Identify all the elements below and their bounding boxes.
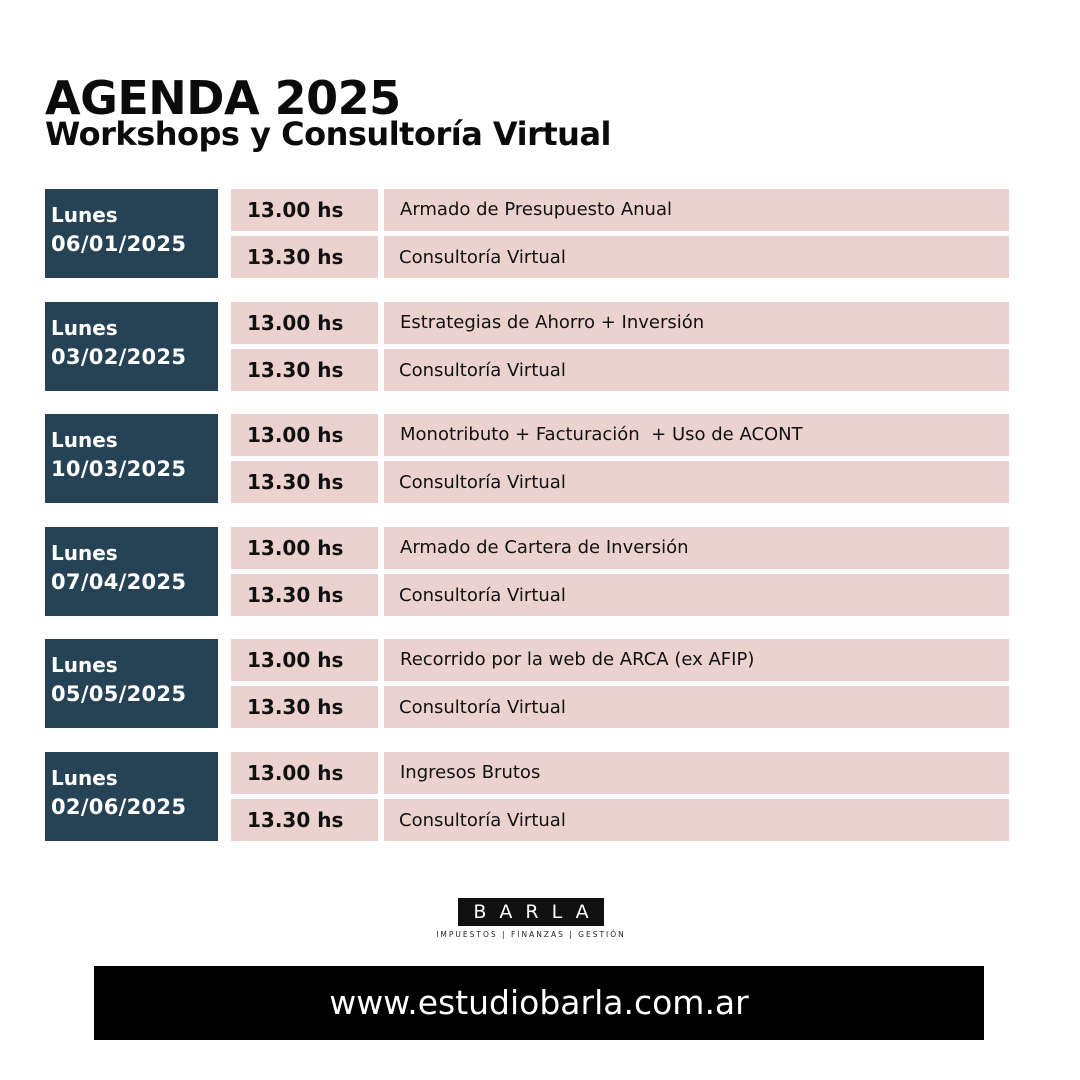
date-label: 06/01/2025 (51, 232, 187, 256)
day-block (45, 527, 1009, 617)
weekday-label: Lunes (51, 203, 118, 227)
session-row (231, 189, 1009, 231)
date-box (45, 302, 218, 391)
day-block (45, 752, 1009, 842)
weekday-label: Lunes (51, 765, 118, 790)
session-row (231, 461, 1009, 503)
brand-tagline: IMPUESTOS | FINANZAS | GESTIÓN (436, 930, 626, 939)
date-box (45, 639, 218, 728)
session-title: Consultoría Virtual (384, 686, 1009, 728)
session-row (231, 639, 1009, 681)
session-row (231, 799, 1009, 841)
session-title: Consultoría Virtual (384, 799, 1009, 841)
date-box (45, 527, 218, 616)
day-block (45, 302, 1009, 392)
session-row (231, 752, 1009, 794)
session-title: Consultoría Virtual (384, 461, 1009, 503)
session-row (231, 236, 1009, 278)
session-row (231, 302, 1009, 344)
day-block (45, 189, 1009, 279)
session-row (231, 349, 1009, 391)
weekday-label: Lunes (51, 428, 118, 453)
date-label: 02/06/2025 (51, 794, 187, 819)
session-time: 13.00 hs (231, 752, 378, 794)
session-title: Consultoría Virtual (384, 574, 1009, 616)
session-time: 13.00 hs (231, 189, 378, 231)
date-box (45, 189, 218, 278)
date-label: 07/04/2025 (51, 569, 187, 594)
session-time: 13.30 hs (231, 236, 378, 278)
date-label: 10/03/2025 (51, 457, 187, 482)
date-label: 05/05/2025 (51, 682, 187, 707)
session-title: Ingresos Brutos (384, 752, 1009, 794)
weekday-label: Lunes (51, 653, 118, 678)
session-title: Consultoría Virtual (384, 349, 1009, 391)
weekday-label: Lunes (51, 315, 118, 340)
session-time: 13.30 hs (231, 574, 378, 616)
brand-logo: BARLA (458, 898, 604, 926)
session-row (231, 574, 1009, 616)
session-time: 13.30 hs (231, 349, 378, 391)
session-row (231, 527, 1009, 569)
session-time: 13.00 hs (231, 527, 378, 569)
session-time: 13.30 hs (231, 686, 378, 728)
session-title: Consultoría Virtual (384, 236, 1009, 278)
schedule (45, 189, 1009, 865)
date-box (45, 752, 218, 841)
session-title: Armado de Presupuesto Anual (384, 189, 1009, 231)
session-title: Armado de Cartera de Inversión (384, 527, 1009, 569)
session-title: Recorrido por la web de ARCA (ex AFIP) (384, 639, 1009, 681)
day-block (45, 639, 1009, 729)
session-time: 13.00 hs (231, 639, 378, 681)
website-link[interactable]: www.estudiobarla.com.ar (94, 966, 984, 1040)
date-label: 03/02/2025 (51, 344, 187, 369)
session-time: 13.30 hs (231, 461, 378, 503)
session-row (231, 686, 1009, 728)
date-box (45, 414, 218, 503)
page-subtitle: Workshops y Consultoría Virtual (45, 115, 612, 153)
page-title: AGENDA 2025 (45, 71, 401, 125)
session-time: 13.00 hs (231, 414, 378, 456)
session-title: Monotributo + Facturación + Uso de ACONT (384, 414, 1009, 456)
session-row (231, 414, 1009, 456)
day-block (45, 414, 1009, 504)
session-time: 13.30 hs (231, 799, 378, 841)
session-title: Estrategias de Ahorro + Inversión (384, 302, 1009, 344)
session-time: 13.00 hs (231, 302, 378, 344)
weekday-label: Lunes (51, 540, 118, 565)
